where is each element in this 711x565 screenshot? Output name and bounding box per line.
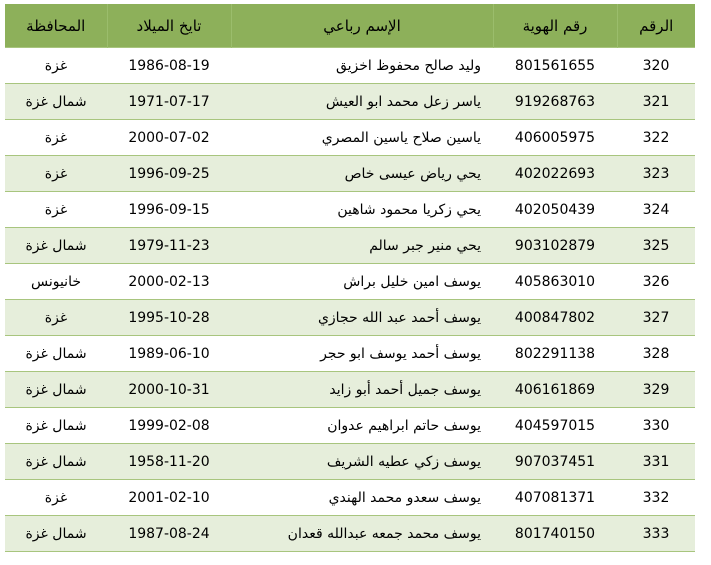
cell-number: 333 — [617, 516, 695, 552]
cell-birth-date: 1996-09-15 — [107, 192, 231, 228]
cell-number: 327 — [617, 300, 695, 336]
cell-full-name: يوسف أحمد عبد الله حجازي — [231, 300, 493, 336]
cell-full-name: يحي رياض عيسى خاص — [231, 156, 493, 192]
cell-full-name: يوسف سعدو محمد الهندي — [231, 480, 493, 516]
table-row — [5, 120, 695, 156]
table-row — [5, 372, 695, 408]
cell-birth-date: 1986-08-19 — [107, 48, 231, 84]
cell-number: 325 — [617, 228, 695, 264]
table-row — [5, 336, 695, 372]
cell-number: 322 — [617, 120, 695, 156]
cell-id-number: 405863010 — [493, 264, 617, 300]
cell-governorate: شمال غزة — [5, 84, 107, 120]
header-full-name: الإسم رباعي — [231, 4, 493, 48]
cell-full-name: يوسف محمد جمعه عبدالله قعدان — [231, 516, 493, 552]
cell-id-number: 801561655 — [493, 48, 617, 84]
cell-birth-date: 2000-10-31 — [107, 372, 231, 408]
records-table — [5, 4, 695, 552]
cell-number: 323 — [617, 156, 695, 192]
table-row — [5, 156, 695, 192]
cell-full-name: يوسف جميل أحمد أبو زايد — [231, 372, 493, 408]
cell-number: 321 — [617, 84, 695, 120]
cell-birth-date: 2000-07-02 — [107, 120, 231, 156]
cell-governorate: غزة — [5, 300, 107, 336]
cell-full-name: وليد صالح محفوظ اخزيق — [231, 48, 493, 84]
cell-governorate: شمال غزة — [5, 228, 107, 264]
cell-governorate: غزة — [5, 48, 107, 84]
table-row — [5, 84, 695, 120]
table-row — [5, 408, 695, 444]
cell-birth-date: 1979-11-23 — [107, 228, 231, 264]
cell-birth-date: 1987-08-24 — [107, 516, 231, 552]
table-row — [5, 48, 695, 84]
table-body — [5, 48, 695, 552]
cell-id-number: 406005975 — [493, 120, 617, 156]
cell-id-number: 903102879 — [493, 228, 617, 264]
cell-id-number: 404597015 — [493, 408, 617, 444]
cell-governorate: غزة — [5, 156, 107, 192]
cell-id-number: 406161869 — [493, 372, 617, 408]
header-birth-date: تايخ الميلاد — [107, 4, 231, 48]
cell-number: 332 — [617, 480, 695, 516]
cell-governorate: شمال غزة — [5, 372, 107, 408]
cell-birth-date: 1958-11-20 — [107, 444, 231, 480]
cell-full-name: يحي منير جبر سالم — [231, 228, 493, 264]
cell-id-number: 402022693 — [493, 156, 617, 192]
cell-number: 324 — [617, 192, 695, 228]
cell-birth-date: 1996-09-25 — [107, 156, 231, 192]
table-row — [5, 444, 695, 480]
cell-governorate: خانيونس — [5, 264, 107, 300]
cell-id-number: 907037451 — [493, 444, 617, 480]
table-row — [5, 192, 695, 228]
cell-governorate: شمال غزة — [5, 408, 107, 444]
cell-id-number: 919268763 — [493, 84, 617, 120]
cell-number: 326 — [617, 264, 695, 300]
cell-birth-date: 1989-06-10 — [107, 336, 231, 372]
cell-number: 329 — [617, 372, 695, 408]
cell-birth-date: 1971-07-17 — [107, 84, 231, 120]
cell-governorate: غزة — [5, 480, 107, 516]
cell-birth-date: 2001-02-10 — [107, 480, 231, 516]
table-row — [5, 480, 695, 516]
cell-full-name: يوسف امين خليل براش — [231, 264, 493, 300]
table-row — [5, 264, 695, 300]
header-id-number: رقم الهوية — [493, 4, 617, 48]
cell-governorate: غزة — [5, 120, 107, 156]
header-governorate: المحافظة — [5, 4, 107, 48]
table-row — [5, 516, 695, 552]
cell-id-number: 802291138 — [493, 336, 617, 372]
cell-governorate: غزة — [5, 192, 107, 228]
table-header-row — [5, 4, 695, 48]
cell-id-number: 402050439 — [493, 192, 617, 228]
table-row — [5, 300, 695, 336]
cell-full-name: ياسر زعل محمد ابو العيش — [231, 84, 493, 120]
header-number: الرقم — [617, 4, 695, 48]
cell-birth-date: 2000-02-13 — [107, 264, 231, 300]
cell-number: 328 — [617, 336, 695, 372]
cell-full-name: يوسف أحمد يوسف ابو حجر — [231, 336, 493, 372]
cell-id-number: 801740150 — [493, 516, 617, 552]
cell-birth-date: 1999-02-08 — [107, 408, 231, 444]
cell-full-name: يحي زكريا محمود شاهين — [231, 192, 493, 228]
cell-governorate: شمال غزة — [5, 516, 107, 552]
cell-id-number: 407081371 — [493, 480, 617, 516]
cell-number: 330 — [617, 408, 695, 444]
cell-number: 331 — [617, 444, 695, 480]
cell-full-name: يوسف زكي عطيه الشريف — [231, 444, 493, 480]
cell-governorate: شمال غزة — [5, 444, 107, 480]
cell-id-number: 400847802 — [493, 300, 617, 336]
cell-full-name: ياسين صلاح ياسين المصري — [231, 120, 493, 156]
cell-full-name: يوسف حاتم ابراهيم عدوان — [231, 408, 493, 444]
records-table-container — [5, 4, 695, 552]
cell-governorate: شمال غزة — [5, 336, 107, 372]
cell-birth-date: 1995-10-28 — [107, 300, 231, 336]
cell-number: 320 — [617, 48, 695, 84]
table-row — [5, 228, 695, 264]
